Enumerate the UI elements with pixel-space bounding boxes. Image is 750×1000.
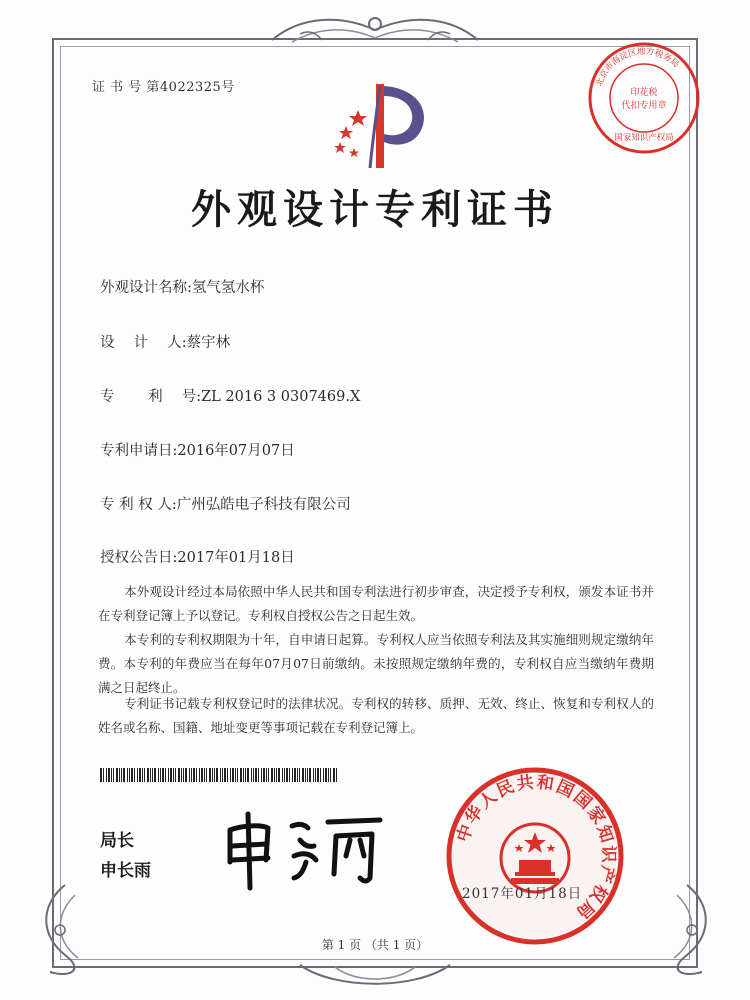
certificate-number: 证 书 号 第4022325号	[92, 80, 235, 95]
tax-seal-bottom: 国家知识产权局	[614, 133, 674, 143]
director-title: 局长	[100, 831, 134, 851]
field-value: 2017年01月18日	[177, 550, 295, 566]
field-value: 2016年07月07日	[177, 443, 295, 459]
tax-seal-line2: 代扣专用章	[621, 101, 667, 111]
svg-text:北京市海淀区地方税务局: 北京市海淀区地方税务局	[594, 46, 681, 89]
field-label: 授权公告日:	[100, 550, 178, 566]
field-designer	[100, 331, 230, 352]
bottom-ornament	[295, 955, 455, 995]
paragraph-text: 专利证书记载专利权登记时的法律状况。专利权的转移、质押、无效、终止、恢复和专利权人的姓名或名称、国籍、地址变更等事项记载在专利登记簿上。	[98, 696, 654, 735]
paragraph-term	[98, 628, 654, 700]
field-design-name	[100, 276, 264, 297]
bottom-left-ornament	[30, 880, 100, 980]
paragraph-text: 本外观设计经过本局依照中华人民共和国专利法进行初步审查，决定授予专利权，颁发本证书并在专利登记簿上予以登记。专利权自授权公告之日起生效。	[98, 584, 654, 623]
barcode	[100, 768, 340, 782]
paragraph-legal-status	[98, 692, 654, 740]
field-label: 专 利 号:	[100, 389, 202, 405]
field-value: 氢气氢水杯	[191, 280, 265, 296]
field-label: 设 计 人:	[100, 335, 187, 351]
field-patentee	[100, 493, 351, 514]
field-application-date	[100, 439, 295, 460]
svg-text:中华人民共和国国家知识产权局: 中华人民共和国国家知识产权局	[453, 772, 619, 924]
tax-seal	[586, 40, 702, 156]
field-value: 广州弘皓电子科技有限公司	[176, 497, 351, 513]
paragraph-grant	[98, 580, 654, 628]
seal-date: 2017年01月18日	[462, 886, 583, 902]
field-label: 外观设计名称:	[100, 280, 192, 296]
page-footer: 第 1 页 （共 1 页）	[321, 938, 429, 952]
field-value: ZL 2016 3 0307469.X	[201, 389, 361, 405]
director-signature	[210, 800, 390, 895]
official-seal	[445, 766, 625, 946]
tax-seal-line1: 印花税	[630, 88, 658, 98]
paragraph-text: 本专利的专利权期限为十年，自申请日起算。专利权人应当依照专利法及其实施细则规定缴纳年费。本专利的年费应当在每年07月07日前缴纳。未按照规定缴纳年费的，专利权自应当缴纳年费期满之日起终止。	[98, 632, 654, 695]
top-ornament	[262, 10, 488, 50]
bottom-right-ornament	[652, 880, 722, 980]
field-value: 蔡宇林	[186, 335, 231, 351]
star-icons	[334, 110, 367, 157]
director-name: 申长雨	[100, 861, 151, 881]
page-title: 外观设计专利证书	[191, 187, 559, 233]
patent-office-logo	[318, 76, 438, 176]
field-label: 专 利 权 人:	[100, 497, 177, 513]
field-patent-number	[100, 385, 360, 406]
field-grant-date	[100, 546, 295, 567]
field-label: 专利申请日:	[100, 443, 178, 459]
